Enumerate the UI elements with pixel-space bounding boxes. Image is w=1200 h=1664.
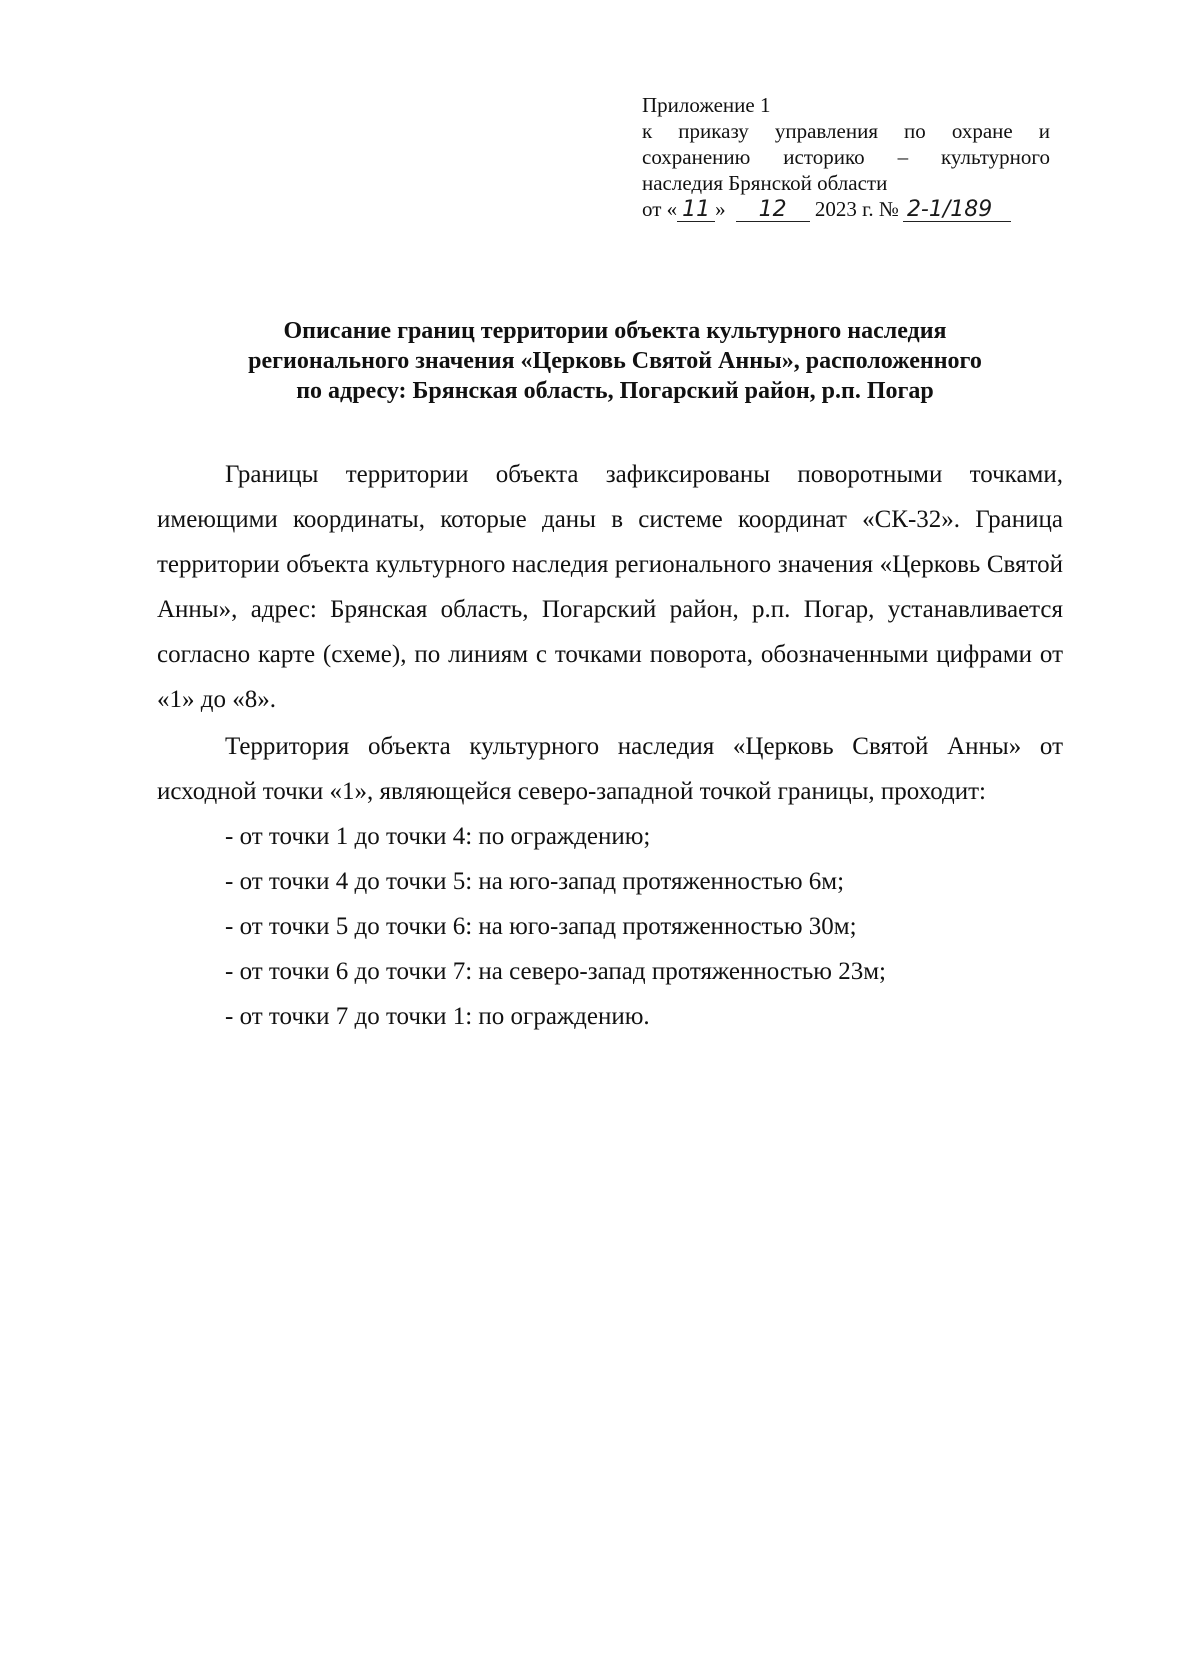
- document-title: [150, 316, 1080, 406]
- list-item: - от точки 1 до точки 4: по ограждению;: [225, 823, 651, 850]
- appendix-order-line: к приказу управления по охране и: [642, 119, 1050, 143]
- list-item: - от точки 4 до точки 5: на юго-запад протяженностью 6м;: [225, 868, 845, 895]
- title-line-3: по адресу: Брянская область, Погарский район, р.п. Погар: [296, 378, 934, 404]
- paragraph-territory: Территория объекта культурного наследия «Церковь Святой Анны» от исходной точки «1», являющейся северо-западной точкой границы, проходит:: [157, 733, 1063, 805]
- list-item: - от точки 5 до точки 6: на юго-запад протяженностью 30м;: [225, 913, 857, 940]
- handwritten-month: 12: [736, 199, 810, 222]
- boundary-segments-list: [157, 814, 1063, 1039]
- appendix-order-line-3: наследия Брянской области: [642, 171, 888, 195]
- date-quote-close: »: [715, 197, 726, 221]
- appendix-date-line: [642, 196, 1050, 222]
- title-line-2: регионального значения «Церковь Святой Анны», расположенного: [248, 348, 982, 374]
- paragraph-boundaries: Границы территории объекта зафиксированы поворотными точками, имеющими координаты, которые даны в системе координат «СК-32». Граница территории объекта культурного наследия регионального значения «Церковь Святой Анны», адрес: Брянская область, Погарский район, р.п. Погар, устанавливается согласно карте (схеме), по линиям с точками поворота, обозначенными цифрами от «1» до «8».: [157, 461, 1063, 713]
- document-body: [157, 452, 1063, 1039]
- appendix-order-line-2: сохранению историко – культурного: [642, 145, 1050, 169]
- list-item: - от точки 6 до точки 7: на северо-запад протяженностью 23м;: [225, 958, 886, 985]
- appendix-label: Приложение 1: [642, 93, 771, 117]
- title-line-1: Описание границ территории объекта культурного наследия: [283, 318, 947, 344]
- date-prefix: от «: [642, 197, 678, 221]
- handwritten-order-number: 2-1/189: [903, 199, 1011, 222]
- appendix-header: [642, 92, 1050, 222]
- handwritten-day: 11: [677, 199, 715, 222]
- list-item: - от точки 7 до точки 1: по ограждению.: [225, 1003, 650, 1030]
- date-year: 2023 г. №: [814, 197, 899, 221]
